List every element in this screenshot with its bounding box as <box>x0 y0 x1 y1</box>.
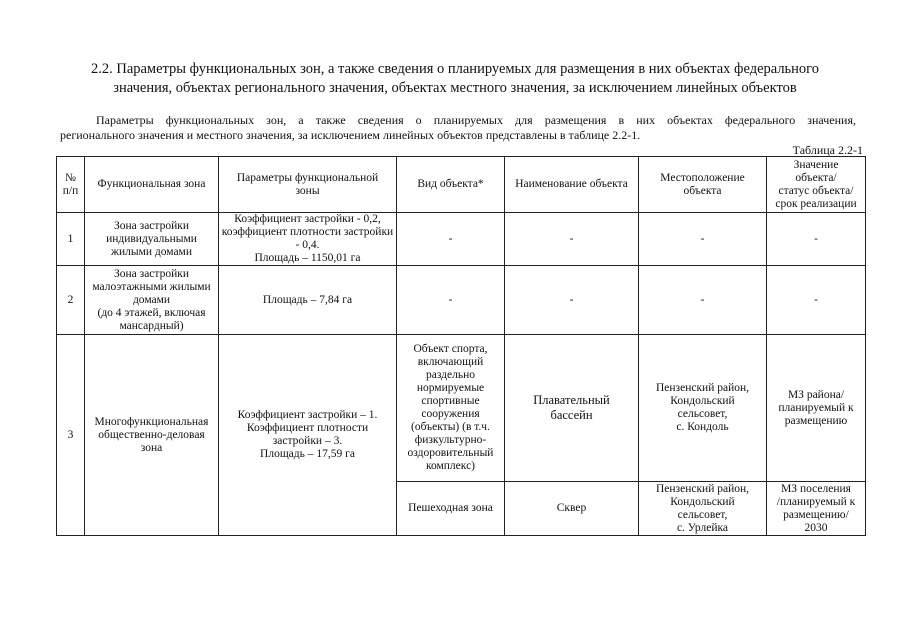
params-line: коэффициент плотности застройки <box>221 226 394 238</box>
zone-cell <box>85 213 219 266</box>
zone-line: зона <box>140 441 163 454</box>
type-line: сооружения <box>421 408 480 420</box>
header-num-line: № <box>65 171 76 184</box>
zones-table <box>56 156 866 536</box>
params-line: Площадь – 1150,01 га <box>254 252 361 264</box>
status-line: МЗ района/ <box>787 388 845 401</box>
location-line: Кондольский <box>670 395 735 407</box>
status-line: /планируемый к <box>776 495 856 508</box>
table-row <box>57 335 866 482</box>
name-cell: - <box>505 266 639 335</box>
zone-line: Многофункциональная <box>94 415 209 428</box>
name-line: бассейн <box>550 408 593 422</box>
status-cell <box>767 482 866 536</box>
type-cell: - <box>397 213 505 266</box>
status-line: МЗ поселения <box>781 482 851 495</box>
status-cell <box>767 335 866 482</box>
params-line: Коэффициент плотности <box>246 422 369 434</box>
zone-line: домами <box>132 293 171 306</box>
heading-line-1: 2.2. Параметры функциональных зон, а также сведения о планируемых для размещения в них объектах федерального <box>90 61 820 77</box>
params-cell: Площадь – 7,84 га <box>219 266 397 335</box>
table-row <box>57 266 866 335</box>
zone-cell <box>85 335 219 536</box>
name-cell <box>505 335 639 482</box>
params-line: - 0,4. <box>295 239 320 251</box>
type-cell: - <box>397 266 505 335</box>
location-line: Кондольский <box>670 495 735 508</box>
type-line: (объекты) (в т.ч. <box>411 421 490 433</box>
status-cell: - <box>767 266 866 335</box>
header-params <box>219 157 397 213</box>
location-cell: - <box>639 213 767 266</box>
status-line: размещению <box>784 414 848 427</box>
intro-paragraph <box>60 113 856 143</box>
type-line: комплекс) <box>425 460 476 472</box>
header-location <box>639 157 767 213</box>
params-line: застройки – 3. <box>272 435 343 447</box>
zone-line: жилыми домами <box>111 245 192 258</box>
params-line: Коэффициент застройки - 0,2, <box>234 213 381 225</box>
name-cell: Сквер <box>505 482 639 536</box>
header-status-line: Значение <box>793 158 839 171</box>
location-line: Пензенский район, <box>655 382 750 394</box>
row-number: 3 <box>57 335 85 536</box>
zone-cell <box>85 266 219 335</box>
type-line: оздоровительный <box>407 447 494 459</box>
type-line: Объект спорта, <box>413 343 488 355</box>
intro-line-1: Параметры функциональных зон, а также сведения о планируемых для размещения в них объектах федерального значения, <box>96 113 856 127</box>
location-line: сельсовет, <box>677 408 728 420</box>
header-name: Наименование объекта <box>505 157 639 213</box>
type-line: раздельно <box>425 369 476 381</box>
header-params-line: зоны <box>295 184 320 197</box>
status-line: размещению/ <box>783 508 849 521</box>
location-line: с. Урлейка <box>676 521 729 534</box>
header-location-line: объекта <box>683 184 722 197</box>
table-row <box>57 213 866 266</box>
header-num-line: п/п <box>62 184 79 197</box>
row-number: 1 <box>57 213 85 266</box>
type-cell <box>397 335 505 482</box>
type-line: физкультурно- <box>414 434 487 446</box>
zone-line: мансардный) <box>119 319 184 332</box>
table-caption: Таблица 2.2-1 <box>792 143 863 157</box>
zone-line: (до 4 этажей, включая <box>97 306 206 319</box>
intro-line-2: регионального значения и местного значения, за исключением линейных объектов представлены в таблице 2.2-1. <box>60 128 641 142</box>
status-line: 2030 <box>804 521 828 534</box>
header-status-line: срок реализации <box>775 197 857 210</box>
location-line: Пензенский район, <box>655 482 750 495</box>
type-line: включающий <box>417 356 484 368</box>
header-location-line: Местоположение <box>660 171 745 184</box>
params-line: Коэффициент застройки – 1. <box>237 409 378 421</box>
section-heading <box>60 60 850 98</box>
location-cell <box>639 335 767 482</box>
params-cell <box>219 213 397 266</box>
header-num <box>57 157 85 213</box>
location-line: сельсовет, <box>677 508 728 521</box>
header-status-line: статус объекта/ <box>778 184 854 197</box>
name-line: Плавательный <box>533 393 610 407</box>
name-cell: - <box>505 213 639 266</box>
params-cell <box>219 335 397 536</box>
status-cell: - <box>767 213 866 266</box>
header-type: Вид объекта* <box>397 157 505 213</box>
row-number: 2 <box>57 266 85 335</box>
header-params-line: Параметры функциональной <box>236 171 379 184</box>
heading-line-2: значения, объектах регионального значения, объектах местного значения, за исключением линейных объектов <box>113 80 797 96</box>
params-line: Площадь – 17,59 га <box>260 448 355 460</box>
zone-line: малоэтажными жилыми <box>92 280 211 293</box>
table-header-row <box>57 157 866 213</box>
status-line: планируемый к <box>778 401 854 414</box>
type-line: спортивные <box>421 395 480 407</box>
location-cell: - <box>639 266 767 335</box>
location-cell <box>639 482 767 536</box>
type-line: нормируемые <box>416 382 485 394</box>
header-zone: Функциональная зона <box>85 157 219 213</box>
zone-line: Зона застройки <box>114 267 189 280</box>
zone-line: Зона застройки <box>114 219 189 232</box>
header-status <box>767 157 866 213</box>
header-status-line: объекта/ <box>795 171 837 184</box>
zone-line: индивидуальными <box>106 232 197 245</box>
type-cell: Пешеходная зона <box>397 482 505 536</box>
zone-line: общественно-деловая <box>98 428 205 441</box>
location-line: с. Кондоль <box>676 421 729 433</box>
